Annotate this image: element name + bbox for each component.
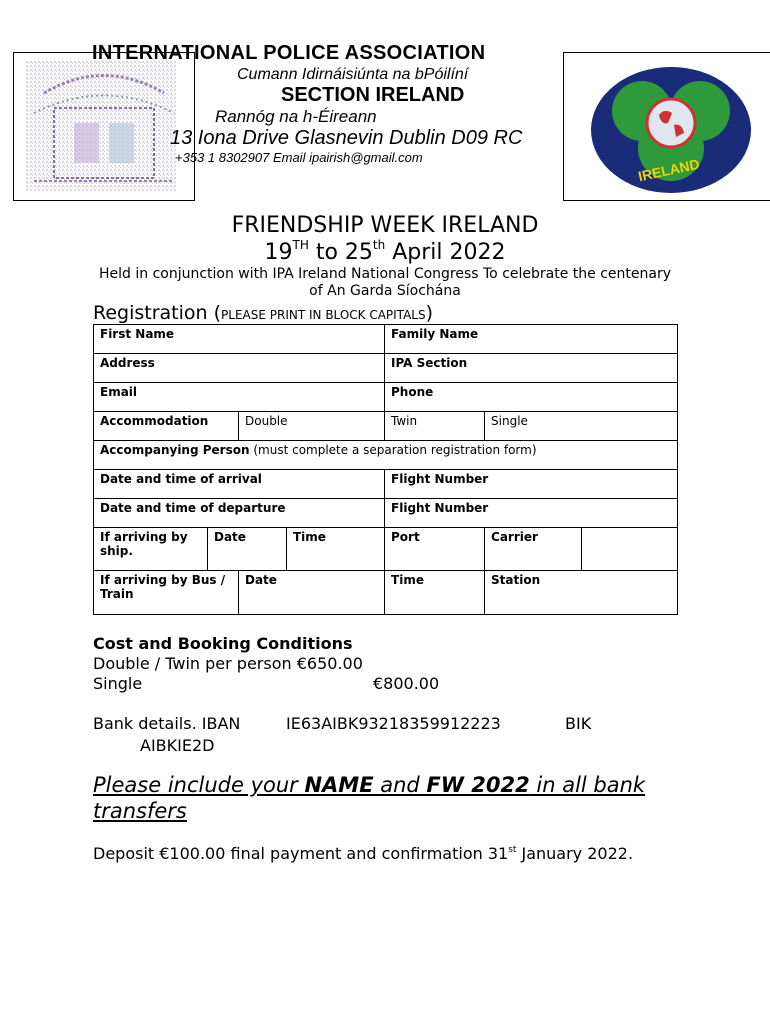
deposit-text: Deposit €100.00 final payment and confirmation 31st January 2022. xyxy=(93,844,634,863)
double-twin-price: Double / Twin per person €650.00 xyxy=(93,654,363,673)
arrival-flight-number-field[interactable]: Flight Number xyxy=(385,470,678,499)
single-label: Single xyxy=(93,674,143,693)
phone-field[interactable]: Phone xyxy=(385,383,678,412)
ipa-section-field[interactable]: IPA Section xyxy=(385,354,678,383)
family-name-field[interactable]: Family Name xyxy=(385,325,678,354)
section-name-irish: Rannóg na h-Éireann xyxy=(215,107,377,126)
ship-date-field[interactable]: Date xyxy=(208,528,287,571)
departure-field[interactable]: Date and time of departure xyxy=(94,499,385,528)
iban-value: IE63AIBK93218359912223 xyxy=(286,714,501,733)
port-field[interactable]: Port xyxy=(385,528,485,571)
org-name-irish: Cumann Idirnáisiúnta na bPóilíní xyxy=(237,66,469,83)
bank-transfer-notice: Please include your NAME and FW 2022 in all bank transfers xyxy=(93,773,646,823)
event-description: Held in conjunction with IPA Ireland National Congress To celebrate the centenary of An Garda Síochána xyxy=(98,266,671,299)
address-field[interactable]: Address xyxy=(94,354,385,383)
section-name: SECTION IRELAND xyxy=(281,84,465,106)
accommodation-single[interactable]: Single xyxy=(485,412,678,441)
ipa-crest-logo xyxy=(13,52,195,201)
registration-heading: Registration (PLEASE PRINT IN BLOCK CAPITALS) xyxy=(93,302,434,324)
accommodation-label: Accommodation xyxy=(94,412,239,441)
bus-date-field[interactable]: Date xyxy=(239,571,385,615)
bik-label: BIK xyxy=(565,714,592,733)
ship-label: If arriving by ship. xyxy=(94,528,208,571)
accommodation-twin[interactable]: Twin xyxy=(385,412,485,441)
bus-time-field[interactable]: Time xyxy=(385,571,485,615)
bank-details-label: Bank details. IBAN xyxy=(93,714,241,733)
arrival-field[interactable]: Date and time of arrival xyxy=(94,470,385,499)
departure-flight-number-field[interactable]: Flight Number xyxy=(385,499,678,528)
org-name: INTERNATIONAL POLICE ASSOCIATION xyxy=(92,42,486,64)
postal-address: 13 Iona Drive Glasnevin Dublin D09 RC xyxy=(170,127,523,149)
accompanying-person-field[interactable]: Accompanying Person (must complete a separation registration form) xyxy=(94,441,678,470)
registration-form xyxy=(93,324,678,615)
event-title: FRIENDSHIP WEEK IRELAND xyxy=(231,213,539,238)
bik-value: AIBKIE2D xyxy=(140,736,215,755)
first-name-field[interactable]: First Name xyxy=(94,325,385,354)
station-field[interactable]: Station xyxy=(485,571,678,615)
bus-train-label: If arriving by Bus / Train xyxy=(94,571,239,615)
accommodation-double[interactable]: Double xyxy=(239,412,385,441)
crest-image xyxy=(14,53,194,200)
single-price: €800.00 xyxy=(373,674,440,693)
ipa-ireland-emblem xyxy=(563,52,770,201)
event-dates: 19TH to 25th April 2022 xyxy=(264,238,506,265)
carrier-value-field[interactable] xyxy=(582,528,678,571)
contact-line: +353 1 8302907 Email ipairish@gmail.com xyxy=(175,150,423,165)
email-field[interactable]: Email xyxy=(94,383,385,412)
carrier-field[interactable]: Carrier xyxy=(485,528,582,571)
ship-time-field[interactable]: Time xyxy=(287,528,385,571)
cost-heading: Cost and Booking Conditions xyxy=(93,634,353,653)
shamrock-globe-icon xyxy=(564,53,770,200)
emblem-label: IRELAND xyxy=(636,155,701,185)
